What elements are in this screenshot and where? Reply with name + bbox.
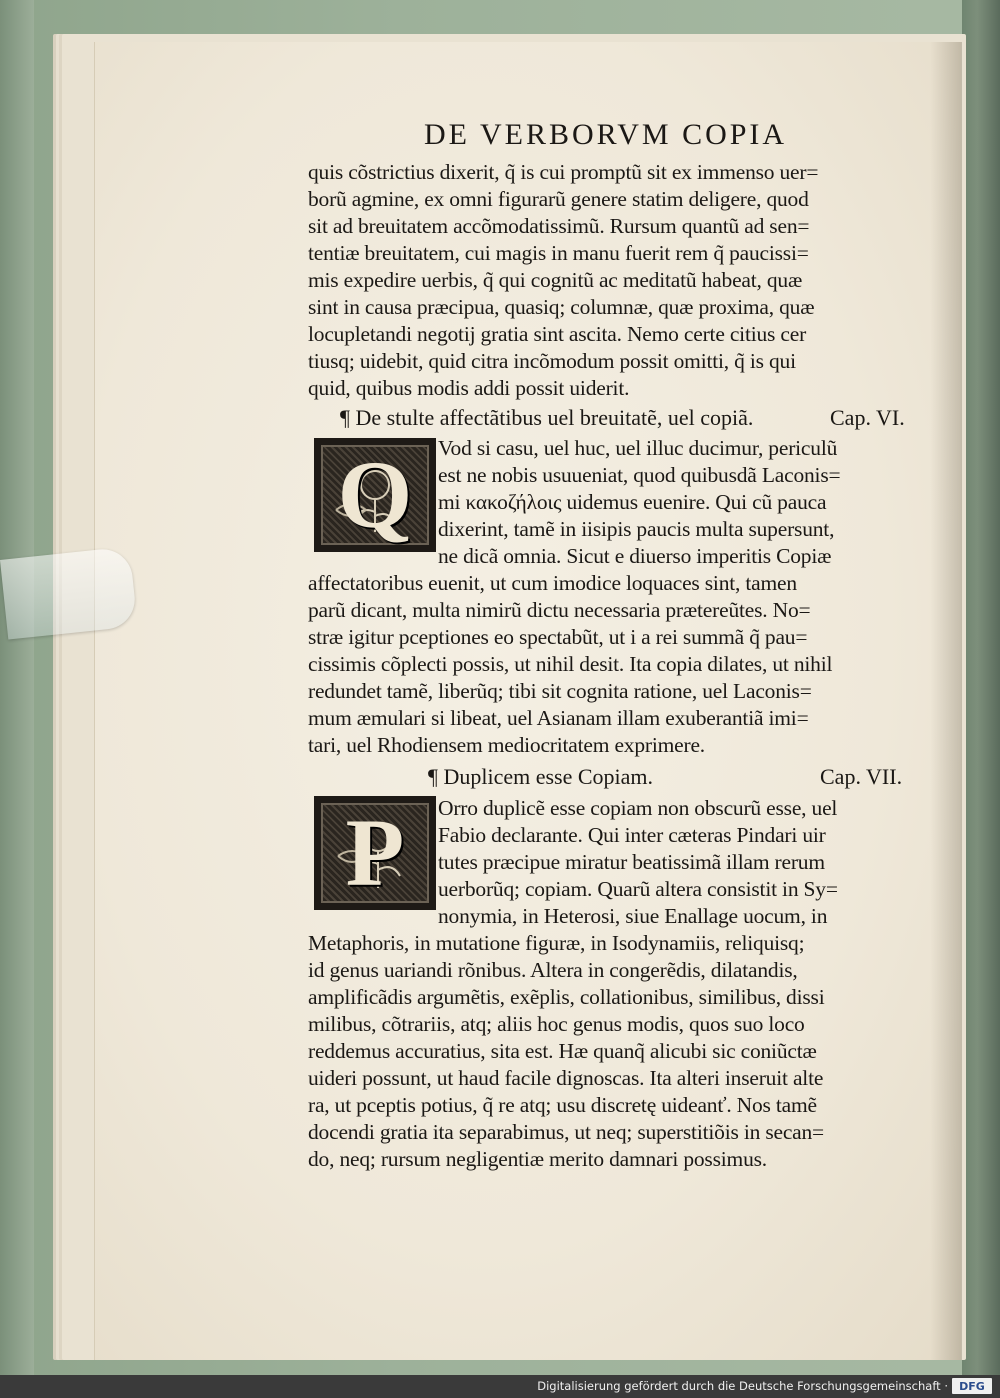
text-line: amplificãdis argumẽtis, exẽplis, collationibus, similibus, dissi bbox=[308, 985, 825, 1009]
text-line: est ne nobis usuueniat, quod quibusdã Laconis= bbox=[438, 463, 841, 487]
text-line: Metaphoris, in mutatione figuræ, in Isodynamiis, reliquisq; bbox=[308, 931, 805, 955]
text-line: dixerint, tamẽ in iisipis paucis multa supersunt, bbox=[438, 517, 835, 541]
chapter-number: Cap. VI. bbox=[830, 405, 905, 430]
digitization-footer bbox=[0, 1375, 1000, 1398]
dfg-logo[interactable]: DFG bbox=[952, 1378, 992, 1394]
decorated-initial bbox=[314, 796, 436, 910]
text-line: id genus uariandi rõnibus. Altera in congerẽdis, dilatandis, bbox=[308, 958, 798, 982]
text-line: mi κακοζήλοις uidemus euenire. Qui cũ pauca bbox=[438, 490, 827, 514]
text-line: Fabio declarante. Qui inter cæteras Pindari uir bbox=[438, 823, 826, 847]
text-line: ne dicã omnia. Sicut e diuerso imperitis Copiæ bbox=[438, 544, 832, 568]
text-line: parũ dicant, multa nimirũ dictu necessaria prætereũtes. No= bbox=[308, 598, 811, 622]
text-line: stræ igitur pceptiones eo spectabũt, ut i a rei summã q̃ pau= bbox=[308, 625, 808, 649]
chapter-heading: ¶ De stulte affectãtibus uel breuitatẽ, uel copiã. bbox=[340, 405, 754, 430]
text-line: redundet tamẽ, liberũq; tibi sit cognita ratione, uel Laconis= bbox=[308, 679, 812, 703]
text-line: tari, uel Rhodiensem mediocritatem exprimere. bbox=[308, 733, 705, 757]
chapter-number: Cap. VII. bbox=[820, 764, 903, 789]
text-line: uerborũq; copiam. Quarũ altera consistit in Sy= bbox=[438, 877, 838, 901]
text-line: mum æmulari si libeat, uel Asianam illam exuberantiã imi= bbox=[308, 706, 809, 730]
gutter-shadow bbox=[930, 42, 962, 1360]
decorated-initial bbox=[314, 438, 436, 552]
text-line: sint in causa præcipua, quasiq; columnæ, quæ proxima, quæ bbox=[308, 295, 815, 319]
funding-credit: Digitalisierung gefördert durch die Deutsche Forschungsgemeinschaft · bbox=[537, 1379, 948, 1393]
cover-edge bbox=[0, 0, 34, 1375]
text-line: reddemus accuratius, sita est. Hæ quanq̃ alicubi sic coniũctæ bbox=[308, 1039, 817, 1063]
text-line: affectatoribus euenit, ut cum imodice loquaces sint, tamen bbox=[308, 571, 797, 595]
text-line: Orro duplicẽ esse copiam non obscurũ esse, uel bbox=[438, 796, 838, 820]
text-line: sit ad breuitatem accõmodatissimũ. Rursum quantũ ad sen= bbox=[308, 214, 810, 238]
chapter-heading: ¶ Duplicem esse Copiam. bbox=[428, 764, 654, 789]
page-clip bbox=[0, 546, 138, 639]
text-line: milibus, cõtrariis, atq; aliis hoc genus modis, quos suo loco bbox=[308, 1012, 805, 1036]
text-line: Vod si casu, uel huc, uel illuc ducimur, periculũ bbox=[438, 436, 838, 460]
text-line: tentiæ breuitatem, cui magis in manu fuerit rem q̃ paucissi= bbox=[308, 241, 809, 265]
text-line: uideri possunt, ut haud facile dignoscas. Ita alteri inseruit alte bbox=[308, 1066, 824, 1090]
text-line: do, neq; rursum negligentiæ merito damnari possimus. bbox=[308, 1147, 767, 1171]
text-line: borũ agmine, ex omni figurarũ genere statim deligere, quod bbox=[308, 187, 809, 211]
text-line: docendi gratia ita separabimus, ut neq; superstitiõis in secan= bbox=[308, 1120, 824, 1144]
text-line: cissimis cõplecti possis, ut nihil desit. Ita copia dilates, ut nihil bbox=[308, 652, 833, 676]
text-line: locupletandi negotij gratia sint ascita. Nemo certe citius cer bbox=[308, 322, 807, 346]
text-line: ra, ut pceptis potius, q̃ re atq; usu discretę uideanť. Nos tamẽ bbox=[308, 1093, 817, 1117]
book-spine bbox=[962, 0, 1000, 1375]
text-line: tutes præcipue miratur beatissimã illam rerum bbox=[438, 850, 825, 874]
text-line: quis cõstrictius dixerit, q̃ is cui promptũ sit ex immenso uer= bbox=[308, 160, 819, 184]
text-line: nonymia, in Heterosi, siue Enallage uocum, in bbox=[438, 904, 828, 928]
running-head: DE VERBORVM COPIA bbox=[424, 118, 788, 151]
text-line: mis expedire uerbis, q̃ qui cognitũ ac meditatũ habeat, quæ bbox=[308, 268, 803, 292]
text-line: tiusq; uidebit, quid citra incõmodum possit omitti, q̃ is qui bbox=[308, 349, 796, 373]
initial-letter: Q bbox=[337, 441, 413, 548]
initial-letter: P bbox=[345, 799, 405, 906]
text-line: quid, quibus modis addi possit uiderit. bbox=[308, 376, 630, 400]
